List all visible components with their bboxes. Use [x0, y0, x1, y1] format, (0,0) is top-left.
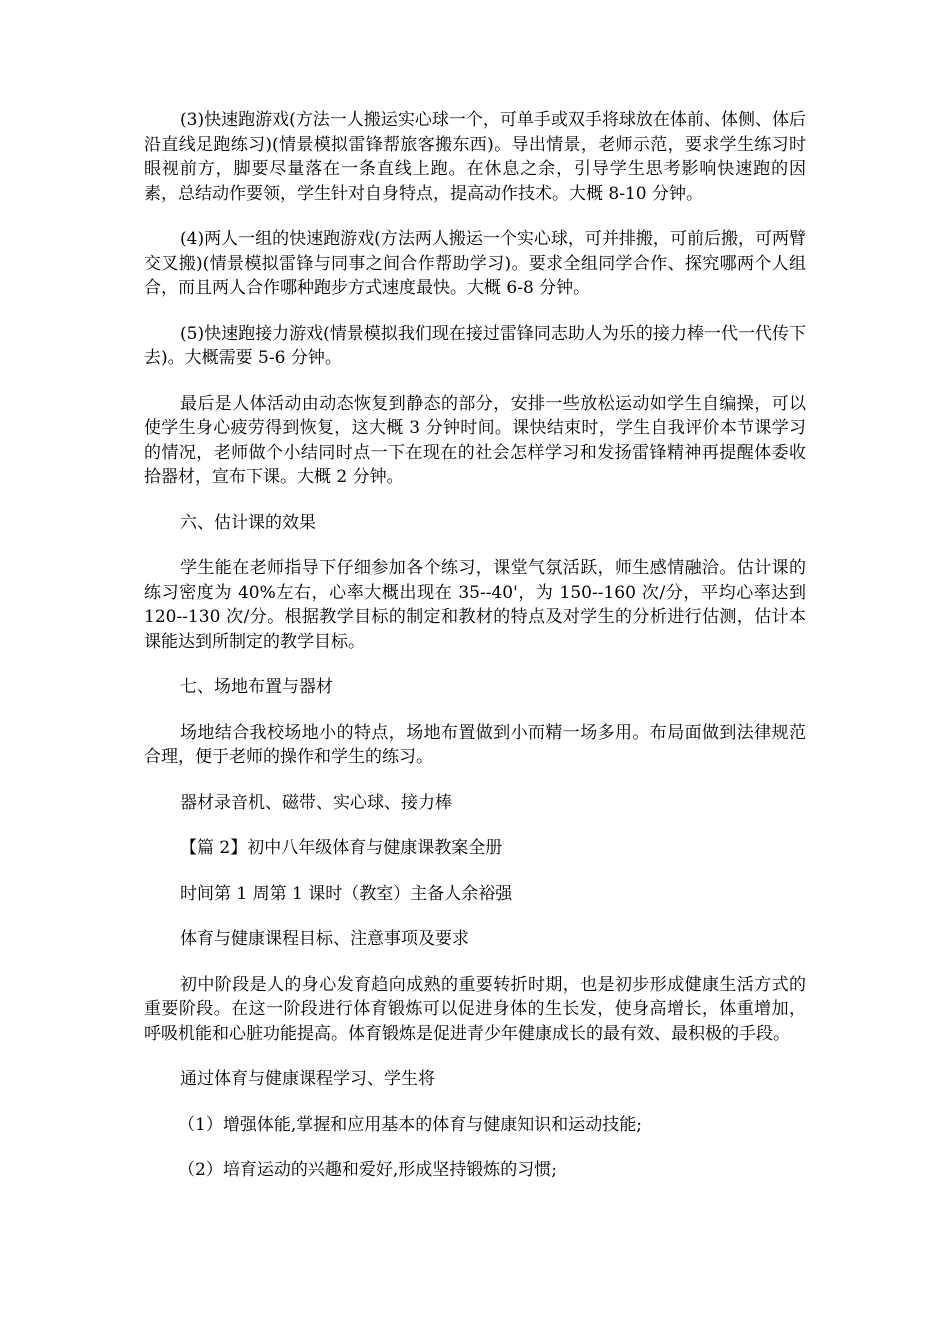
section-heading-expected-effect: 六、估计课的效果	[180, 512, 316, 533]
paragraph-through-course: 通过体育与健康课程学习、学生将	[180, 1069, 435, 1089]
paragraph-equipment: 器材录音机、磁带、实心球、接力棒	[180, 792, 452, 813]
document-page	[144, 108, 806, 1204]
paragraph-cooldown: 最后是人体活动由动态恢复到静态的部分，安排一些放松运动如学生自编操，可以使学生身心疲劳得到恢复，这大概 3 分钟时间。课快结束时，学生自我评价本节课学习的情况，老师做个小结同时点一下在现在的社会怎样学习和发扬雷锋精神再提醒体委收拾器材，宣布下课。大概 2 分钟。	[144, 393, 806, 487]
list-item-goal-1: （1）增强体能,掌握和应用基本的体育与健康知识和运动技能;	[178, 1114, 642, 1135]
section-heading-venue-equipment: 七、场地布置与器材	[180, 677, 333, 697]
paragraph-expected-effect: 学生能在老师指导下仔细参加各个练习，课堂气氛活跃，师生感情融洽。估计课的练习密度为 40%左右，心率大概出现在 35--40'，为 150--160 次/分，平均心率达到 120--130 次/分。根据教学目标的制定和教材的特点及对学生的分析进行估测，估计本课能达到所制定的教学目标。	[144, 558, 806, 652]
paragraph-venue: 场地结合我校场地小的特点，场地布置做到小而精一场多用。布局面做到法律规范合理，便于老师的操作和学生的练习。	[144, 722, 806, 767]
paragraph-relay-game: (5)快速跑接力游戏(情景模拟我们现在接过雷锋同志助人为乐的接力棒一代一代传下去)。大概需要 5-6 分钟。	[144, 323, 806, 368]
paragraph-junior-stage: 初中阶段是人的身心发育趋向成熟的重要转折时期，也是初步形成健康生活方式的重要阶段。在这一阶段进行体育锻炼可以促进身体的生长发，使身高增长，体重增加，呼吸机能和心脏功能提高。体育锻炼是促进青少年健康成长的最有效、最积极的手段。	[144, 974, 806, 1044]
list-item-goal-2: （2）培育运动的兴趣和爱好,形成坚持锻炼的习惯;	[178, 1160, 557, 1180]
paragraph-schedule: 时间第 1 周第 1 课时（教室）主备人余裕强	[180, 883, 513, 904]
paragraph-quick-run-game: (3)快速跑游戏(方法一人搬运实心球一个，可单手或双手将球放在体前、体侧、体后沿直线足跑练习)(情景模拟雷锋帮旅客搬东西)。导出情景，老师示范，要求学生练习时眼视前方，脚要尽量落在一条直线上跑。在休息之余，引导学生思考影响快速跑的因素，总结动作要领，学生针对自身特点，提高动作技术。大概 8-10 分钟。	[144, 110, 806, 204]
paragraph-pair-run-game: (4)两人一组的快速跑游戏(方法两人搬运一个实心球，可并排搬，可前后搬，可两臂交叉搬)(情景模拟雷锋与同事之间合作帮助学习)。要求全组同学合作、探究哪两个人组合，而且两人合作哪种跑步方式速度最快。大概 6-8 分钟。	[144, 229, 806, 298]
paragraph-course-goals-heading: 体育与健康课程目标、注意事项及要求	[180, 929, 469, 949]
chapter-title: 【篇 2】初中八年级体育与健康课教案全册	[180, 838, 503, 858]
